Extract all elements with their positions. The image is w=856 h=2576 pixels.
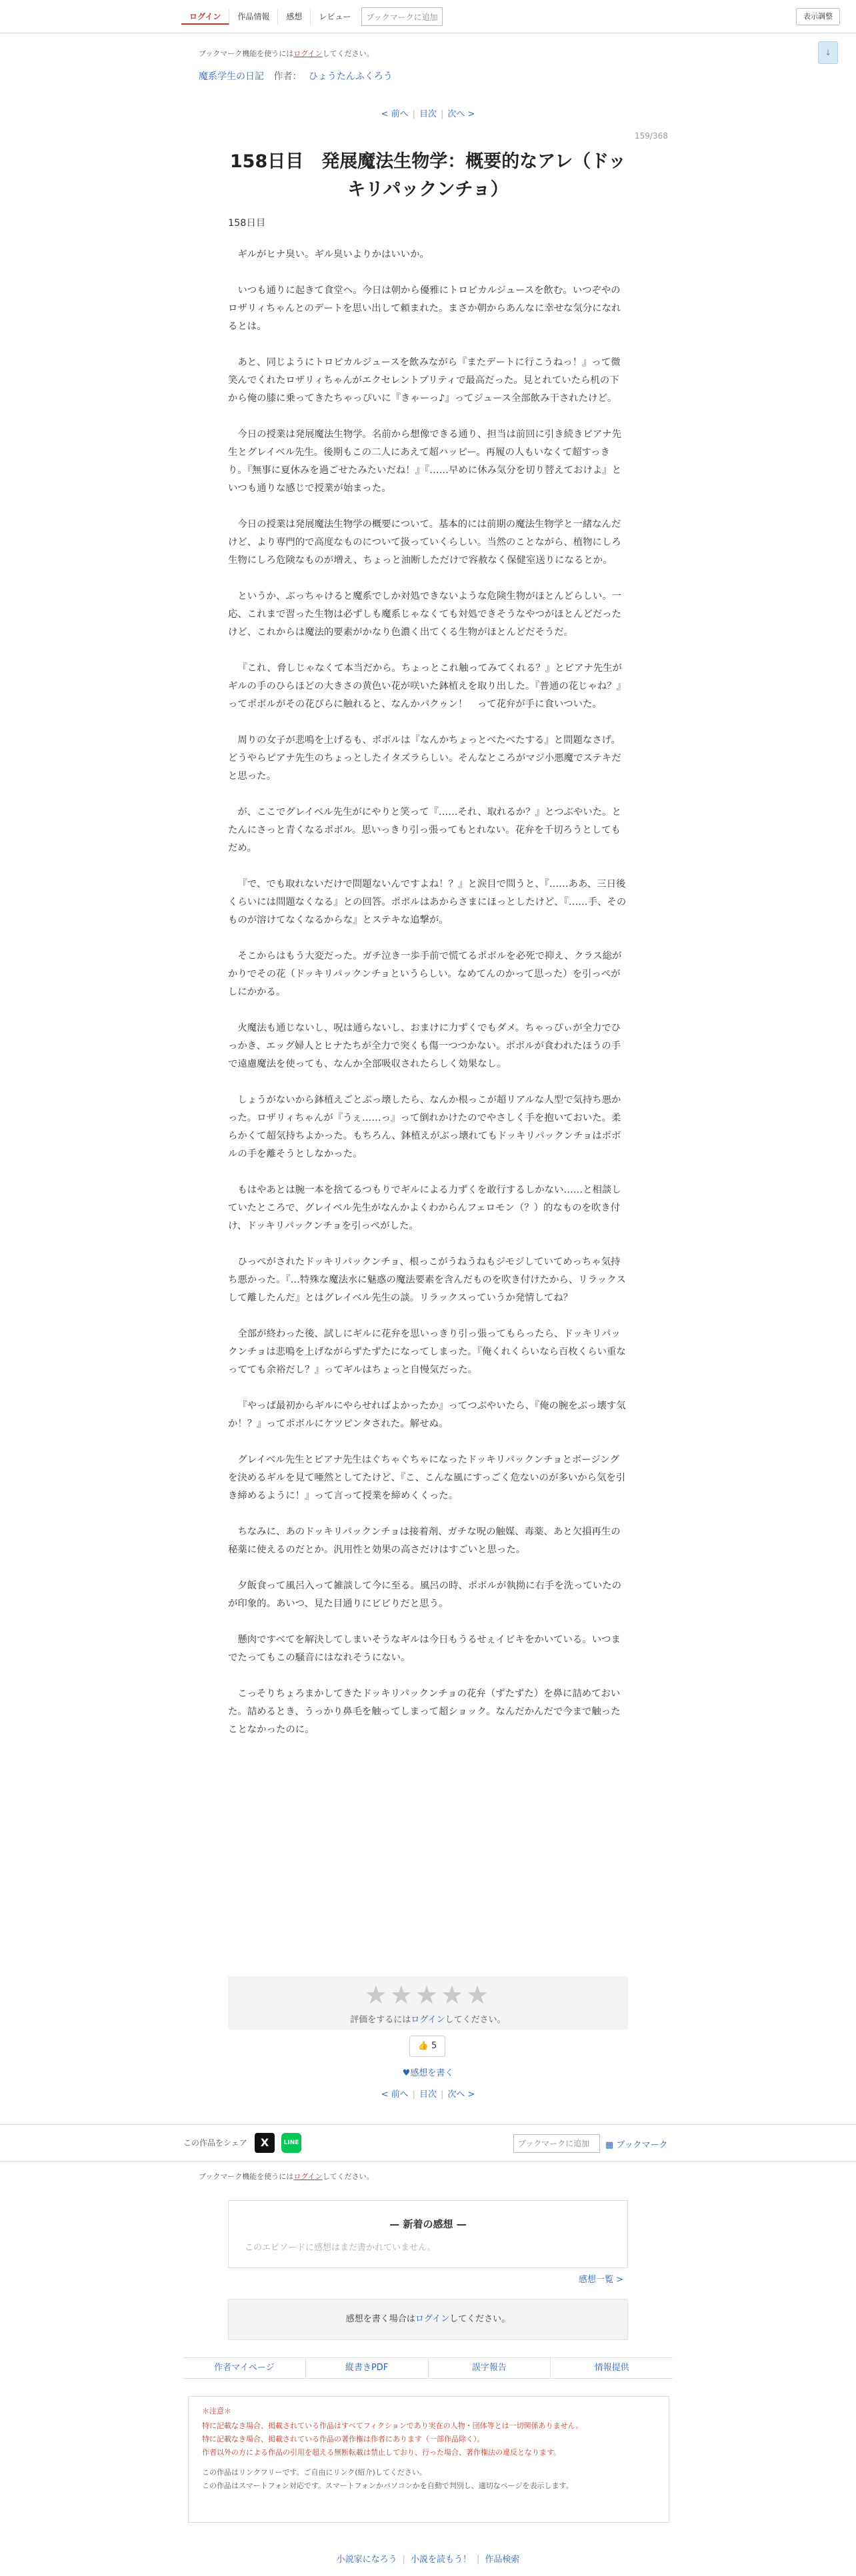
rating-note [228,2012,628,2025]
write-login-link[interactable]: ログイン [415,2314,450,2324]
series-info [199,69,393,83]
x-share-icon[interactable]: X [255,2133,275,2153]
star-icon[interactable]: ★ [441,1980,467,2010]
star-icon[interactable]: ★ [466,1980,492,2010]
caution-warning-3: 作者以外の方による作品の引用を超える無断転載は禁止しており、行った場合、著作権法の違反となります。 [202,2448,561,2457]
episode-subtitle: 158日目 [228,218,266,229]
prev-link-bottom[interactable]: < 前へ [381,2090,409,2100]
bookmark-link[interactable] [605,2138,668,2150]
paragraph: 火魔法も通じないし、呪は通らないし、おまけに力ずくでもダメ。ちゃっぴぃが全力でひっかき、エッグ婦人とヒナたちが全力で突くも傷一つつかない。ポボルが食われたほうの手で遠慮魔法を使っても、なんか全部吸収されたらしく効果なし。 [228,1023,621,1069]
top-bar [0,0,856,33]
impressions-empty: このエピソードに感想はまだ書かれていません。 [245,2243,436,2253]
vertical-pdf-link[interactable]: 縦書きPDF [306,2358,429,2378]
paragraph: こっそりちょろまかしてきたドッキリパックンチョの花弁（ずたずた）を鼻に詰めておいた。詰めるとき、うっかり鼻毛を触ってしまって超ショック。なんだかんだで今まで触ったことなかったのに。 [228,1688,621,1735]
star-icon[interactable]: ★ [415,1980,441,2010]
write-impression-link[interactable]: ♥感想を書く [402,2068,454,2078]
next-link-bottom[interactable]: 次へ > [447,2090,475,2100]
paragraph: 『やっぱ最初からギルにやらせればよかったか』ってつぶやいたら、『俺の腕をぶっ壊す気か！？』ってポボルにケツピンタされた。解せぬ。 [228,1401,626,1429]
rating-box [228,1976,628,2030]
author-label: 作者： [273,71,302,82]
info-provide-link[interactable]: 情報提供 [594,2363,629,2373]
footer-links [183,2357,673,2379]
author-link[interactable]: ひょうたんふくろう [308,71,393,82]
page-number: 159/368 [635,131,668,141]
tab-reviews[interactable]: レビュー [319,12,351,21]
next-link[interactable]: 次へ > [447,109,475,119]
impressions-box [228,2200,628,2268]
paragraph: 全部が終わった後、試しにギルに花弁を思いっきり引っ張ってもらったら、ドッキリパックンチョは悲鳴を上げながらずたずたになってしまった。『俺くれくらいなら百枚くらい重なってても余裕だし？』ってギルはちょっと自慢気だった。 [228,1329,626,1375]
login-link-bottom[interactable]: ログイン [293,2172,323,2181]
write-note-end: してください。 [449,2314,511,2324]
share-bar [0,2124,856,2162]
paragraph: 周りの女子が悲鳴を上げるも、ポボルは『なんかちょっとべたべたする』と問題なさげ。どうやらピアナ先生のちょっとしたイタズラらしい。そんなところがマジ小悪魔でステキだと思った。 [228,735,621,782]
yomou-link[interactable]: 小説を読もう！ [410,2555,471,2565]
login-link[interactable]: ログイン [293,49,323,58]
bookmark-link-label: ブックマーク [616,2140,668,2150]
paragraph: 『これ、脅しじゃなくて本当だから。ちょっとこれ触ってみてくれる？』とピアナ先生がギルの手のひらほどの大きさの黄色い花が咲いた鉢植えを取り出した。『普通の花じゃね？』ってポボルがその花びらに触れると、なんかパクゥン！ って花弁が手に食いついた。 [228,663,627,710]
caution-info-2: この作品はスマートフォン対応です。スマートフォンかパソコンかを自動で判別し、適切なページを表示します。 [202,2481,573,2490]
search-link[interactable]: 作品検索 [485,2555,520,2565]
author-mypage-link[interactable]: 作者マイページ [183,2358,306,2378]
paragraph: 今日の授業は発展魔法生物学。名前から想像できる通り、担当は前回に引き続きピアナ先生とグレイベル先生。後期もこの二人にあえて超ハッピー。再履の人もいなくて超すっきり。『無事に夏休みを過ごせたみたいだね！』『……早めに休み気分を切り替えておけよ』といつも通りな感じで授業が始まった。 [228,429,622,494]
paragraph: しょうがないから鉢植えごとぶっ壊したら、なんか根っこが超リアルな人型で気持ち悪かった。ロザリィちゃんが『うぇ……っ』って倒れかけたのでやさしく手を抱いておいた。柔らかくて超気持ちよかった。もちろん、鉢植えがぶっ壊れてもドッキリパックンチョはポボルの手を離そうとしなかった。 [228,1095,621,1159]
paragraph: いつも通りに起きて食堂へ。今日は朝から優雅にトロピカルジュースを飲む。いつぞやのロザリィちゃんとのデートを思い出して頼まれた。まさか朝からあんなに幸せな気分になれるとは。 [228,285,621,332]
star-icon[interactable]: ★ [364,1980,390,2010]
impressions-list-link[interactable]: 感想一覧 > [579,2275,624,2285]
episode-pager-top: < 前へ | 目次 | 次へ > [0,107,856,119]
bookmark-add-button-top[interactable]: ブックマークに追加 [361,7,442,26]
bookmark-icon: ▦ [605,2140,617,2150]
line-share-icon[interactable]: LINE [281,2133,301,2153]
typo-report-link[interactable]: 誤字報告 [429,2358,551,2378]
caution-box [188,2396,669,2523]
paragraph: グレイベル先生とピアナ先生はぐちゃぐちゃになったドッキリパックンチョとボージングを決めるギルを見て唖然としてたけど、『こ、こんな風にすっごく危ないのが多いから気を引き締めるように！』って言って授業を締めくくった。 [228,1455,626,1501]
paragraph: が、ここでグレイベル先生がにやりと笑って『……それ、取れるか？』とつぶやいた。とたんにさっと青くなるポボル。思いっきり引っ張ってもとれない。花弁を千切ろうとしてもだめ。 [228,807,621,854]
caution-warning-2: 特に記載なき場合、掲載されている作品の著作権は作者にあります（一部作品除く）。 [202,2435,485,2443]
paragraph: もはやあとは腕一本を捨てるつもりでギルによる力ずくを敢行するしかない……と相談していたところで、グレイベル先生がなんかよくわからんフェロモン（？）的なものを吹き付け、ドッキリパックンチョを引っぺがした。 [228,1185,621,1231]
series-title-link[interactable]: 魔系学生の日記 [199,71,264,82]
scroll-down-icon[interactable]: ↓ [818,41,838,64]
rating-note-end: してください。 [445,2015,506,2025]
impressions-title: — 新着の感想 — [389,2218,467,2230]
bookmark-add-button[interactable]: ブックマークに追加 [513,2134,600,2153]
index-link[interactable]: 目次 [419,109,437,119]
like-button[interactable] [409,2036,445,2057]
rating-login-link[interactable]: ログイン [411,2015,445,2025]
narou-link[interactable]: 小説家になろう [336,2555,397,2565]
paragraph: というか、ぶっちゃけると魔系でしか対処できないような危険生物がほとんどらしい。一応、これまで習った生物は必ずしも魔系じゃなくても対処できそうなやつがほとんどだったけど、これからは魔法的要素がかなり色濃く出てくる生物がほとんどだそうだ。 [228,591,622,638]
paragraph: 夕飯食って風呂入って雑談して今に至る。風呂の時、ポボルが執拗に右手を洗っていたのが印象的。あいつ、見た目通りにビビりだと思う。 [228,1581,622,1609]
rating-stars[interactable] [228,1976,628,2010]
caution-info-1: この作品はリンクフリーです。ご自由にリンク(紹介)してください。 [202,2468,427,2477]
notice-text-end: してください。 [322,49,374,58]
paragraph: 懸肉ですべてを解決してしまいそうなギルは今日もうるせぇイビキをかいている。いつまでたってもこの騒音にはなれそうにない。 [228,1634,621,1663]
paragraph: 今日の授業は発展魔法生物学の概要について。基本的には前期の魔法生物学と一緒なんだけど、より専門的で高度なものについて扱っていくらしい。当然のことながら、植物にしろ生物にしろ危険なものが増え、ちょっと油断しただけで容赦なく保健室送りになるとか。 [228,519,621,566]
share-label: この作品をシェア [183,2138,247,2148]
notice2-text-end: してください。 [322,2172,374,2181]
paragraph: 『で、でも取れないだけで問題ないんですよね！？』と涙目で問うと、『……ああ、三日後くらいには問題なくなる』との回答。ポボルはあからさまにほっとしたけど、『……手、そのものが溶けてなくなるからな』とステキな追撃が。 [228,879,627,926]
paragraph: あと、同じようにトロピカルジュースを飲みながら『またデートに行こうねっ！』って微笑んでくれたロザリィちゃんがエクセレントプリティで最高だった。見とれていたら机の下から俺の膝に乗ってきたちゃっぴいに『きゃーっ♪』ってジュース全部飲み干されたけど。 [228,357,621,404]
login-notice [199,48,374,59]
login-notice-bottom [199,2171,374,2182]
rating-note-text: 評価をするには [350,2015,411,2025]
top-nav [181,5,443,28]
bottom-links: 小説家になろう | 小説を読もう！ | 作品検索 [0,2552,856,2565]
tab-login[interactable]: ログイン [181,9,229,25]
like-count: 5 [431,2041,437,2051]
tab-impressions[interactable]: 感想 [278,9,311,25]
paragraph-list [228,246,628,1739]
write-note-text: 感想を書く場合は [345,2314,415,2324]
paragraph: そこからはもう大変だった。ガチ泣き一歩手前で慌てるポボルを必死で抑え、クラス総がかりでその花（ドッキリパックンチョというらしい。なめてんのかって思った）を引っぺがしにかかる。 [228,951,622,997]
paragraph: ちなみに、あのドッキリパックンチョは接着剤、ガチな呪の触媒、毒薬、あと欠損再生の秘薬に使えるのだとか。汎用性と効果の高さだけはすごいと思った。 [228,1527,621,1555]
display-settings-button[interactable]: 表示調整 [796,8,840,25]
notice2-text: ブックマーク機能を使うには [199,2172,294,2181]
episode-title: 158日目 発展魔法生物学：概要的なアレ（ドッキリパックンチョ） [229,151,627,200]
paragraph: ギルがヒナ臭い。ギル臭いよりかはいいか。 [237,249,429,260]
episode-body [228,215,628,1757]
prev-link[interactable]: < 前へ [381,109,409,119]
episode-pager-bottom: < 前へ | 目次 | 次へ > [0,2087,856,2100]
notice-text: ブックマーク機能を使うには [199,49,294,58]
star-icon[interactable]: ★ [389,1980,415,2010]
index-link-bottom[interactable]: 目次 [419,2090,437,2100]
tab-work-info[interactable]: 作品情報 [229,9,278,25]
paragraph: ひっぺがされたドッキリパックンチョ、根っこがうねうねもジモジしていてめっちゃ気持ち悪かった。『…特殊な魔法水に魅惑の魔法要素を含んだものを吹き付けたから、リラックスして離したんだ』とはグレイベル先生の談。リラックスっていうか発情してね？ [228,1257,626,1303]
caution-head: ＊注意＊ [202,2407,231,2415]
caution-warning-1: 特に記載なき場合、掲載されている作品はすべてフィクションであり実在の人物・団体等とは一切関係ありません。 [202,2421,583,2430]
thumbs-up-icon: 👍 [417,2041,429,2051]
write-impression-box [228,2299,628,2340]
